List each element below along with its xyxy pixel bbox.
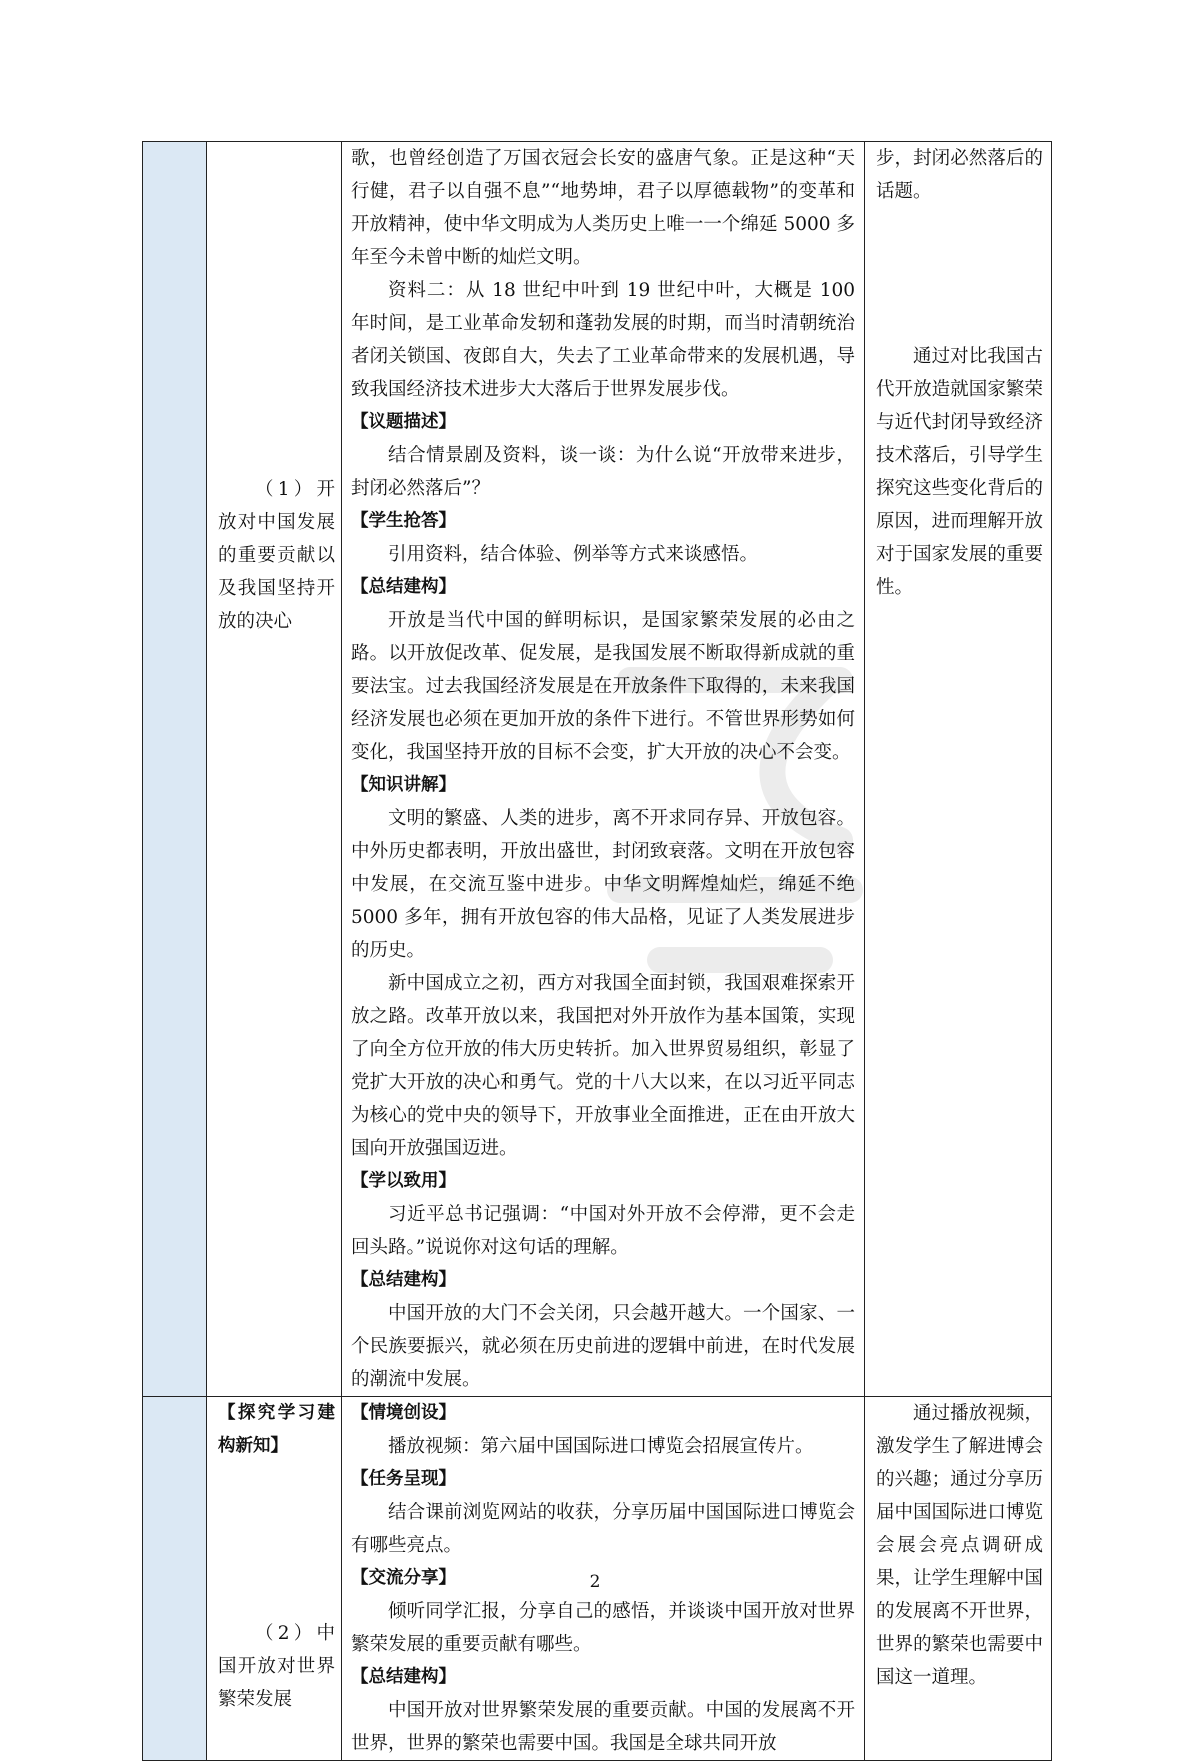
body-paragraph: 习近平总书记强调：“中国对外开放不会停滞，更不会走回头路。”说说你对这句话的理解。 xyxy=(351,1204,855,1258)
body-paragraph: 引用资料，结合体验、例举等方式来谈感悟。 xyxy=(388,544,759,565)
body-paragraph: 倾听同学汇报，分享自己的感悟，并谈谈中国开放对世界繁荣发展的重要贡献有哪些。 xyxy=(351,1601,855,1655)
section-heading: 【总结建构】 xyxy=(351,1270,456,1290)
body-paragraph: 结合课前浏览网站的收获，分享历届中国国际进口博览会有哪些亮点。 xyxy=(351,1502,855,1556)
section-heading: 【学生抢答】 xyxy=(351,511,456,531)
note-paragraph: 步，封闭必然落后的话题。 xyxy=(876,148,1043,202)
notes-cell xyxy=(865,142,1052,1397)
body-paragraph: 新中国成立之初，西方对我国全面封锁，我国艰难探索开放之路。改革开放以来，我国把对外开放作为基本国策，实现了向全方位开放的伟大历史转折。加入世界贸易组织，彰显了党扩大开放的决心和勇气。党的十八大以来，在以习近平同志为核心的党中央的领导下，开放事业全面推进，正在由开放大国向开放强国迈进。 xyxy=(351,973,855,1159)
section-title: 【探究学习建构新知】 xyxy=(218,1403,335,1456)
notes-body xyxy=(876,1397,1043,1694)
section-heading: 【任务呈现】 xyxy=(351,1469,456,1489)
body-paragraph: 歌，也曾经创造了万国衣冠会长安的盛唐气象。正是这种“天行健，君子以自强不息”“地势坤，君子以厚德载物”的变革和开放精神，使中华文明成为人类历史上唯一一个绵延 5000 多年至今未曾中断的灿烂文明。 xyxy=(351,148,855,268)
section-heading: 【学以致用】 xyxy=(351,1171,456,1191)
section-heading: 【知识讲解】 xyxy=(351,775,456,795)
note-paragraph: 通过播放视频，激发学生了解进博会的兴趣；通过分享历届中国国际进口博览会展会亮点调研成果，让学生理解中国的发展离不开世界，世界的繁荣也需要中国这一道理。 xyxy=(876,1403,1043,1688)
section-heading: 【交流分享】 xyxy=(351,1568,456,1588)
section-heading: 【议题描述】 xyxy=(351,412,456,432)
body-paragraph: 播放视频：第六届中国国际进口博览会招展宣传片。 xyxy=(388,1436,814,1457)
topic-text: （1）开放对中国发展的重要贡献以及我国坚持开放的决心 xyxy=(218,479,335,632)
body-paragraph: 开放是当代中国的鲜明标识，是国家繁荣发展的必由之路。以开放促改革、促发展，是我国发展不断取得新成就的重要法宝。过去我国经济发展是在开放条件下取得的，未来我国经济发展也必须在更加开放的条件下进行。不管世界形势如何变化，我国坚持开放的目标不会变，扩大开放的决心不会变。 xyxy=(351,610,855,763)
topic-text: （2）中国开放对世界繁荣发展 xyxy=(218,1623,335,1710)
section-heading: 【总结建构】 xyxy=(351,1667,456,1687)
body-paragraph: 资料二：从 18 世纪中叶到 19 世纪中叶，大概是 100 年时间，是工业革命发轫和蓬勃发展的时期，而当时清朝统治者闭关锁国、夜郎自大，失去了工业革命带来的发展机遇，导致我国经济技术进步大大落后于世界发展步伐。 xyxy=(351,280,855,400)
lesson-plan-table xyxy=(142,141,1052,1761)
note-paragraph: 通过对比我国古代开放造就国家繁荣与近代封闭导致经济技术落后，引导学生探究这些变化背后的原因，进而理解开放对于国家发展的重要性。 xyxy=(876,346,1043,598)
section-heading: 【情境创设】 xyxy=(351,1403,456,1423)
content-cell xyxy=(342,142,865,1397)
body-paragraph: 结合情景剧及资料，谈一谈：为什么说“开放带来进步，封闭必然落后”？ xyxy=(351,445,855,499)
section-heading: 【总结建构】 xyxy=(351,577,456,597)
body-paragraph: 中国开放对世界繁荣发展的重要贡献。中国的发展离不开世界，世界的繁荣也需要中国。我国是全球共同开放 xyxy=(351,1700,855,1754)
table-row xyxy=(143,142,1052,1397)
body-paragraph: 文明的繁盛、人类的进步，离不开求同存异、开放包容。中外历史都表明，开放出盛世，封闭致衰落。文明在开放包容中发展，在交流互鉴中进步。中华文明辉煌灿烂，绵延不绝 5000 多年，拥有开放包容的伟大品格，见证了人类发展进步的历史。 xyxy=(351,808,855,961)
content-body xyxy=(351,142,855,1396)
topic-cell xyxy=(207,142,342,1397)
notes-body xyxy=(876,142,1043,604)
page-number: 2 xyxy=(589,1572,601,1592)
section-column-cell xyxy=(143,142,207,1397)
body-paragraph: 中国开放的大门不会关闭，只会越开越大。一个国家、一个民族要振兴，就必须在历史前进的逻辑中前进，在时代发展的潮流中发展。 xyxy=(351,1303,855,1390)
